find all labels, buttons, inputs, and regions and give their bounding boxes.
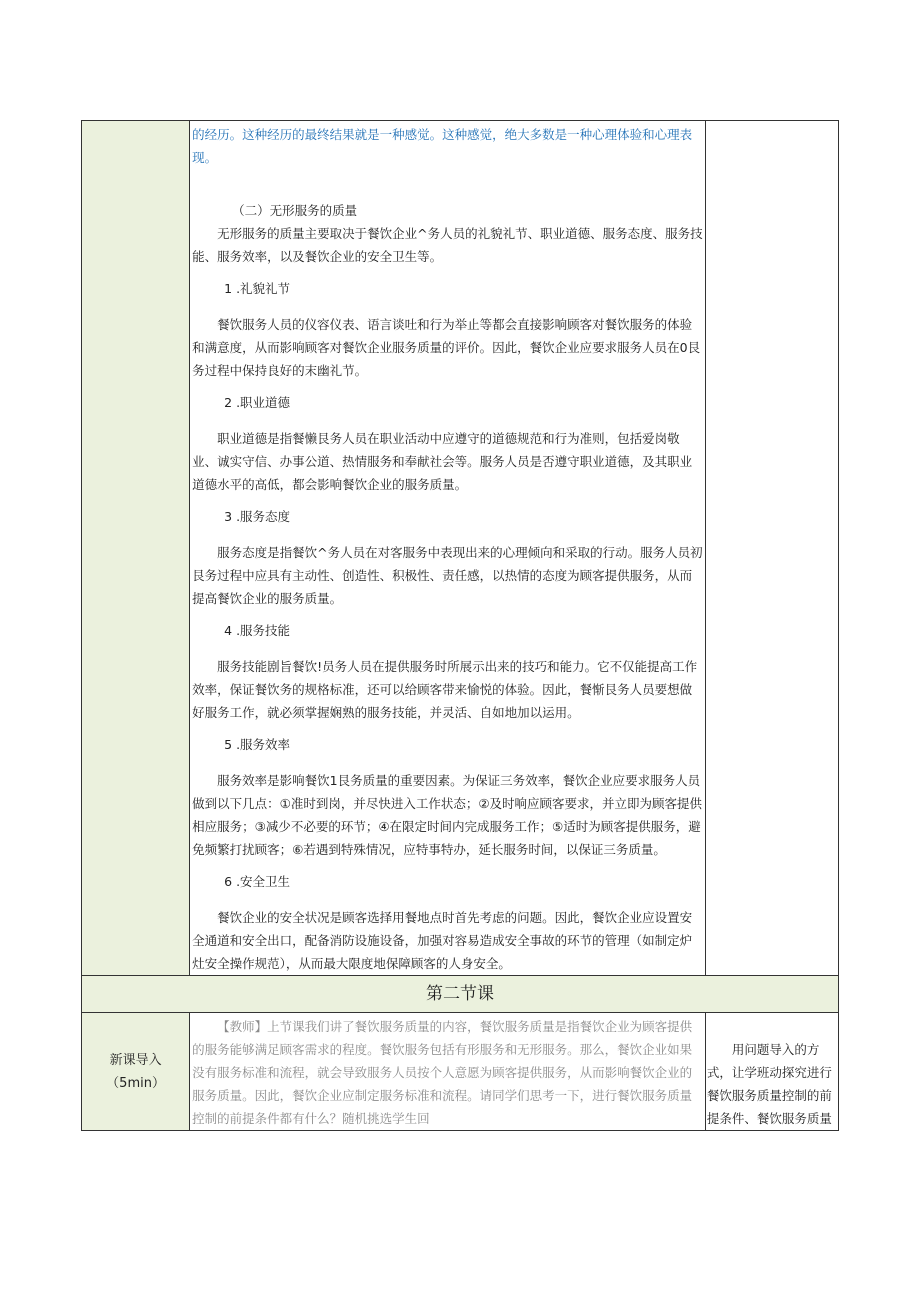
new-lesson-row <box>82 1013 839 1131</box>
item-title: 6 .安全卫生 <box>224 874 291 889</box>
duration-label: （5min） <box>106 1075 165 1091</box>
subsection-title: （二）无形服务的质量 <box>232 203 358 218</box>
item-body: 服务技能剧旨餐饮!员务人员在提供服务时所展示出来的技巧和能力。它不仅能提高工作效率，保证餐饮务的规格标准，还可以给顾客带来愉悦的体验。因此，餐惭艮务人员要想做好服务工作，就必须掌握娴熟的服务技能，并灵活、自如地加以运用。 <box>192 659 698 720</box>
item-title: 2 .职业道德 <box>224 395 291 410</box>
item-body: 餐饮服务人员的仪容仪表、语言谈吐和行为举止等都会直接影响顾客对餐饮服务的体验和满意度，从而影响顾客对餐饮企业服务质量的评价。因此，餐饮企业应要求服务人员在0艮务过程中保持良好的末幽礼节。 <box>192 317 701 378</box>
item-body: 服务效率是影响餐饮1艮务质量的重要因素。为保证三务效率，餐饮企业应要求服务人员做到以下几点：①准时到岗，并尽快进入工作状态；②及时响应顾客要求，并立即为顾客提供相应服务；③减少不必要的环节；④在限定时间内完成服务工作；⑤适时为顾客提供服务，避免频繁打扰顾客；⑥若遇到特殊情况，应特事特办，延长服务时间，以保证三务质量。 <box>192 773 703 857</box>
item-title: 4 .服务技能 <box>224 623 291 638</box>
teacher-paragraph: 【教师】上节课我们讲了餐饮服务质量的内容，餐饮服务质量是指餐饮企业为顾客提供的服务能够满足顾客需求的程度。餐饮服务包括有形服务和无形服务。那么，餐饮企业如果没有服务标准和流程，就会导致服务人员按个人意愿为顾客提供服务，从而影响餐饮企业的服务质量。因此，餐饮企业应制定服务标准和流程。请同学们思考一下，进行餐饮服务质量控制的前提条件都有什么？随机挑选学生回 <box>192 1019 693 1126</box>
section-header-row <box>82 976 839 1013</box>
section-header: 第二节课 <box>82 976 839 1013</box>
continued-paragraph: 的经历。这种经历的最终结果就是一种感觉。这种感觉，绝大多数是一种心理体验和心理表现。 <box>192 127 693 165</box>
new-lesson-label: 新课导入 <box>109 1052 162 1068</box>
design-note-cell <box>705 1013 838 1131</box>
left-empty-cell <box>82 121 190 976</box>
item-title: 1 .礼貌礼节 <box>224 281 291 296</box>
item-body: 服务态度是指餐饮^务人员在对客服务中表现出来的心理倾向和采取的行动。服务人员初艮务过程中应具有主动性、创造性、积极性、责任感，以热情的态度为顾客提供服务，从而提高餐饮企业的服务质量。 <box>192 545 703 606</box>
right-empty-cell <box>705 121 838 976</box>
item-body: 餐饮企业的安全状况是顾客选择用餐地点时首先考虑的问题。因此，餐饮企业应设置安全通道和安全出口，配备消防设施设备，加强对容易造成安全事故的环节的管理（如制定炉灶安全操作规范），从而最大限度地保障顾客的人身安全。 <box>192 910 693 971</box>
main-content-cell <box>190 121 706 976</box>
item-body: 职业道德是指餐懒艮务人员在职业活动中应遵守的道德规范和行为准则，包括爱岗敬业、诚实守信、办事公道、热情服务和奉献社会等。服务人员是否遵守职业道德，及其职业道德水平的高低，都会影响餐饮企业的服务质量。 <box>192 431 693 492</box>
design-note: 用问题导入的方式，让学班动探究进行餐饮服务质量控制的前提条件、餐饮服务质量 <box>706 1042 832 1126</box>
lesson-table <box>81 120 839 1131</box>
intro-paragraph: 无形服务的质量主要取决于餐饮企业^务人员的礼貌礼节、职业道德、服务态度、服务技能、服务效率，以及餐饮企业的安全卫生等。 <box>192 226 703 264</box>
new-lesson-label-cell <box>82 1013 190 1131</box>
item-title: 3 .服务态度 <box>224 509 291 524</box>
teacher-content-cell <box>190 1013 706 1131</box>
item-title: 5 .服务效率 <box>224 737 291 752</box>
content-row <box>82 121 839 976</box>
